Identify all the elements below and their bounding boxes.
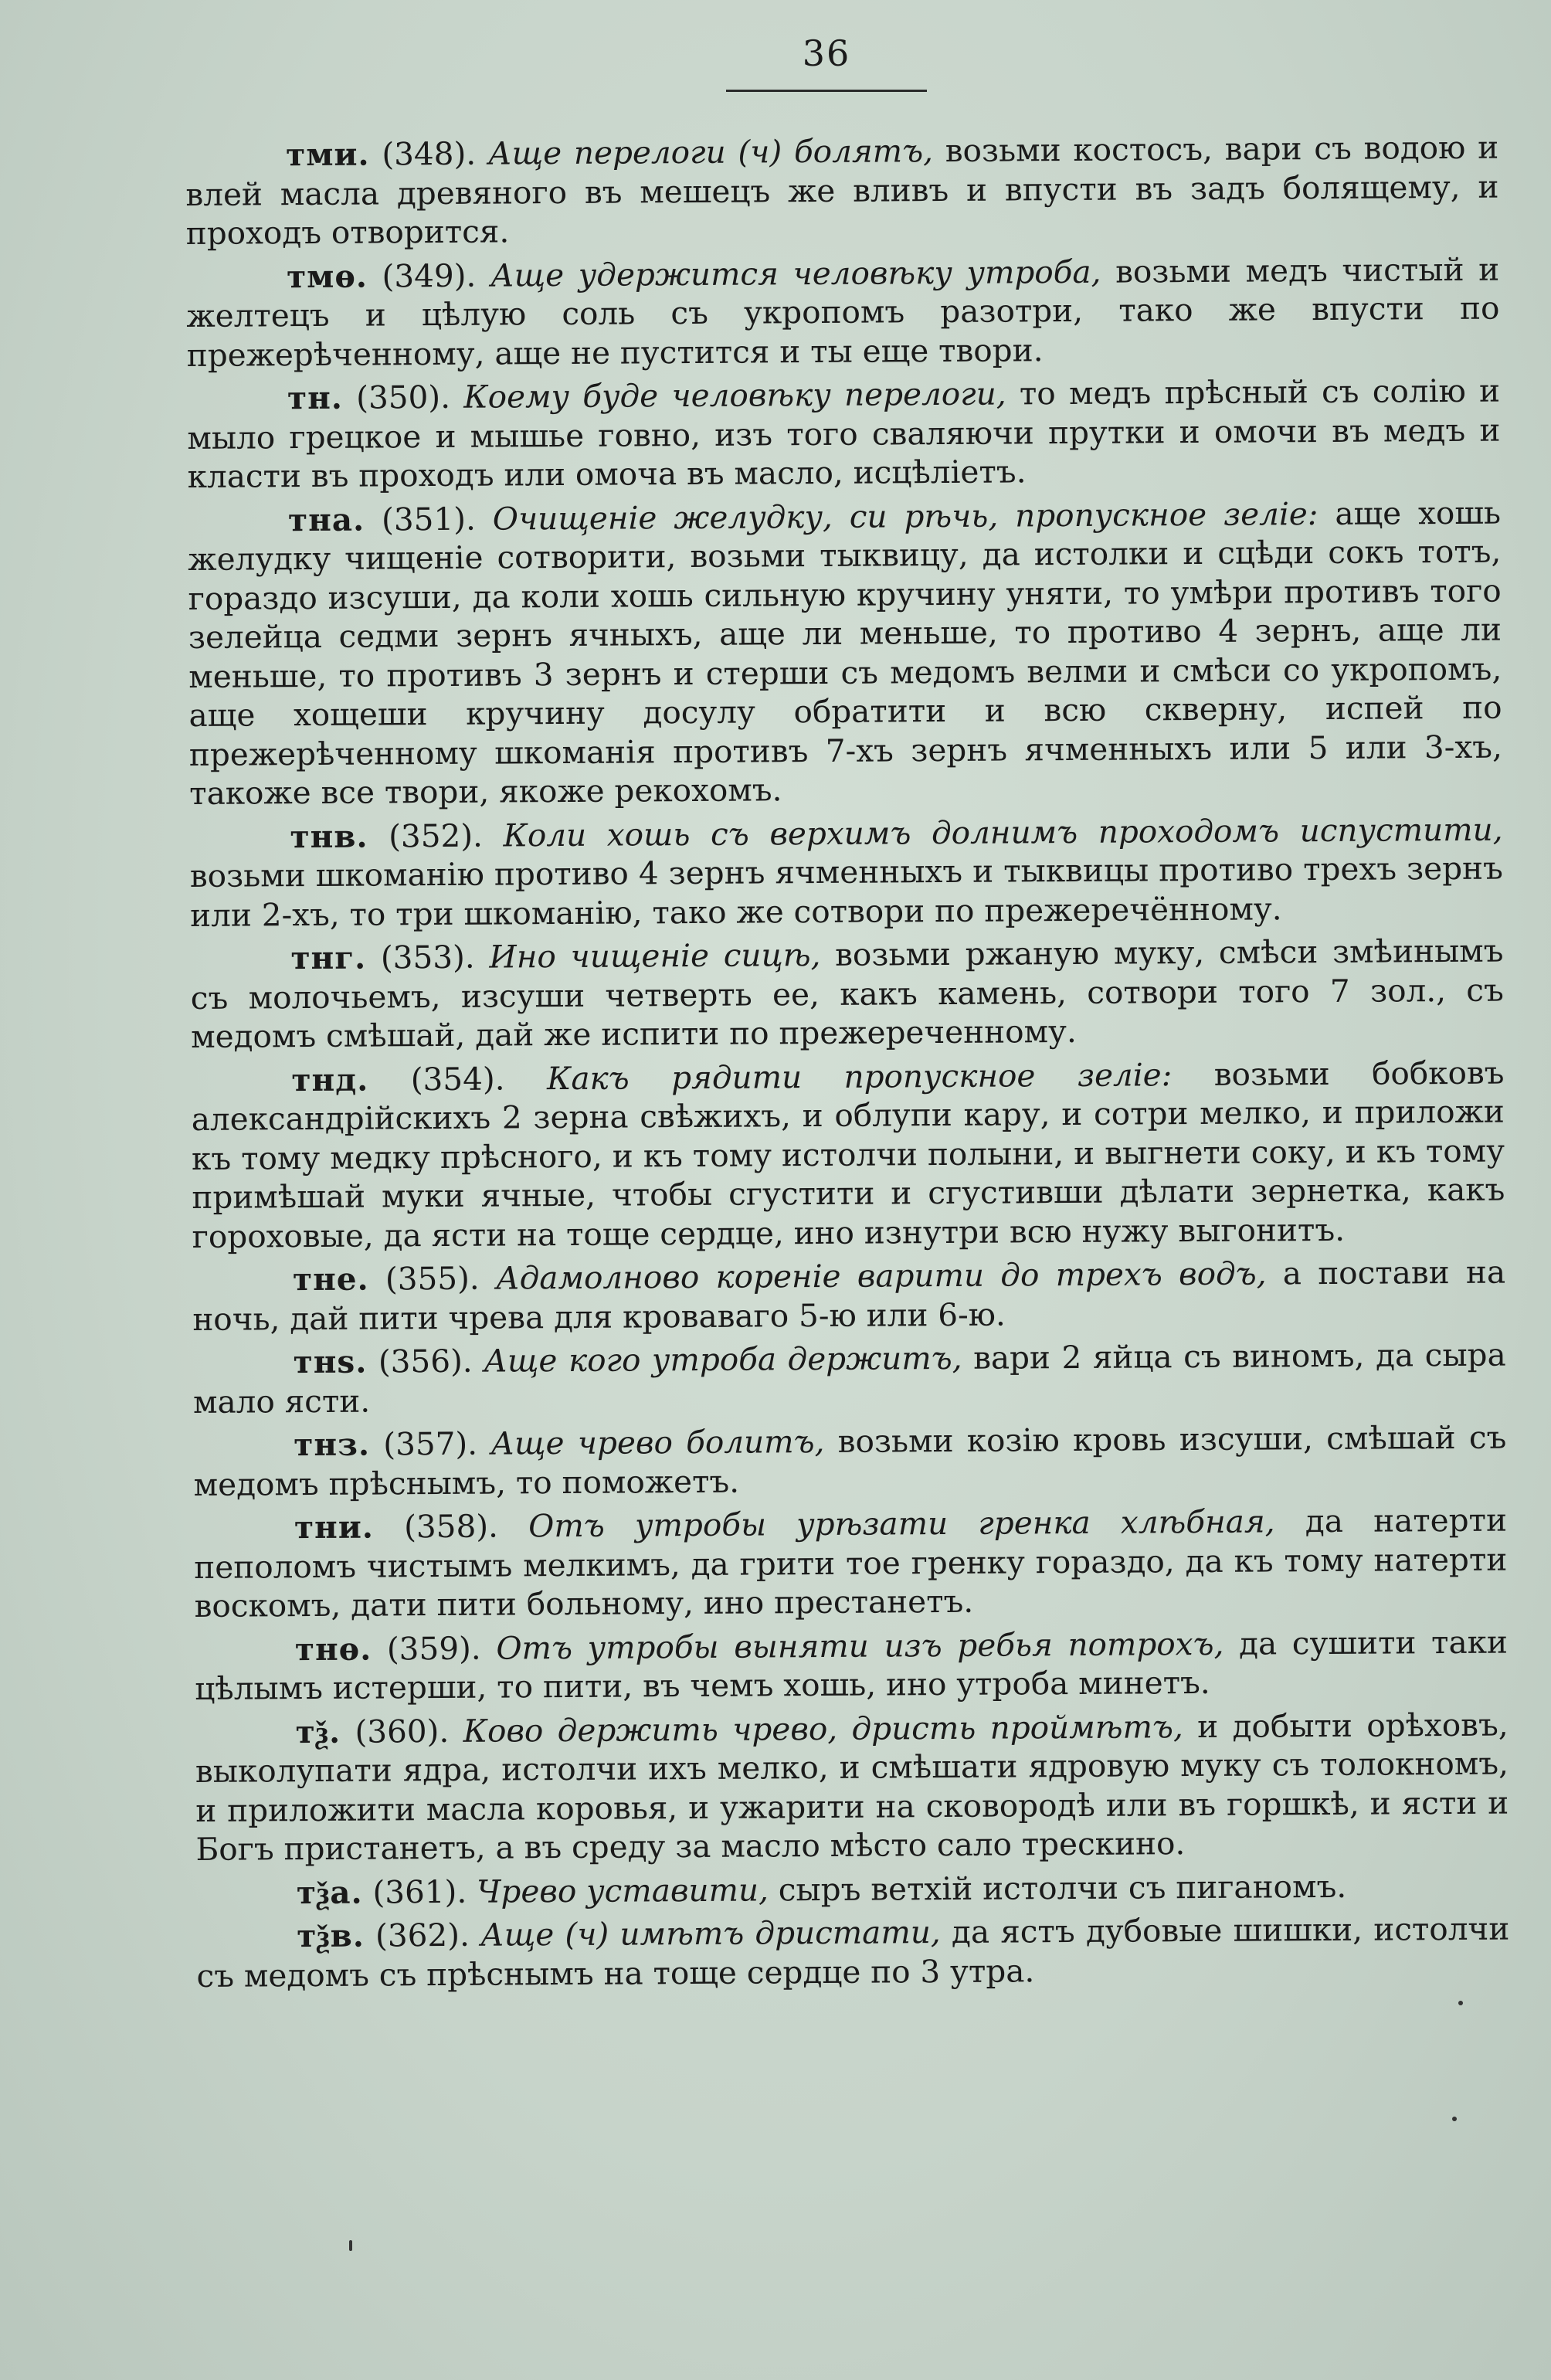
entry-text: аще хошь желудку чищеніе сотворити, возьми тыквицу, да истолки и сцѣди сокъ тотъ, гораздо изсуши, да коли хошь сильную кручину уняти, то умѣри противъ того зелейца седми зернъ ячныхъ, аще ли меньше, то противо 4 зернъ, аще ли меньше, то противъ 3 зернъ и стерши съ медомъ велми и смѣси со укропомъ, аще хощеши кручину досулу обратити и всю скверну, испей по прежерѣченному шкоманія противъ 7-хъ зернъ ячменныхъ или 5 или 3-хъ, такоже все твори, якоже рекохомъ. (188, 494, 1503, 812)
entry-title: Отъ утробы выняти изъ ребья потрохъ, (496, 1625, 1224, 1667)
entry-ref: (357). (383, 1424, 478, 1463)
entry-ref: (354). (410, 1059, 505, 1098)
entry-title: Какъ рядити пропускное зеліе: (546, 1055, 1173, 1097)
entry-353 (190, 932, 1504, 1057)
entry-ref: (349). (382, 256, 477, 294)
entry-ref: (353). (380, 938, 475, 976)
entry-361 (196, 1866, 1509, 1913)
entry-ref: (350). (356, 378, 451, 416)
entry-text: возьми козію кровь изсуши, смѣшай съ медомъ прѣснымъ, то поможетъ. (193, 1418, 1507, 1503)
entry-number: тн. (287, 379, 344, 417)
entry-text: и добыти орѣховъ, выколупати ядра, истолчи ихъ мелко, и смѣшати ядровую муку съ толокномъ, и приложити масла коровья, и ужарити на сковородѣ или въ горшкѣ, и ясти и Богъ пристанетъ, а въ среду за масло мѣсто сало трескино. (195, 1706, 1509, 1868)
text-body (185, 128, 1510, 2000)
entry-title: Аще перелоги (ч) болятъ, (487, 132, 934, 172)
entry-362 (196, 1910, 1510, 1995)
entry-number: тнг. (290, 939, 367, 977)
entry-text: да сушити таки цѣлымъ истерши, то пити, въ чемъ хошь, ино утроба минетъ. (195, 1623, 1509, 1707)
entry-title: Аще чрево болитъ, (490, 1422, 825, 1462)
speck-mark (349, 2240, 352, 2251)
entry-number: тѯа. (296, 1873, 363, 1911)
page-number: 36 (802, 32, 851, 74)
entry-title: Ино чищеніе сицѣ, (489, 935, 821, 976)
entry-text: возьми бобковъ александрійскихъ 2 зерна свѣжихъ, и облупи кару, и сотри мелко, и приложи къ тому медку прѣсного, и къ тому истолчи полыни, и выгнети соку, и къ тому примѣшай муки ячные, чтобы сгустити и сгустивши дѣлати зернетка, какъ гороховые, да ясти на тоще сердце, ино изнутри всю нужу выгонитъ. (191, 1054, 1505, 1255)
entry-348 (185, 128, 1499, 253)
entry-title: Аще удержится человѣку утроба, (490, 253, 1101, 294)
entry-350 (187, 372, 1501, 497)
entry-number: тѯв. (297, 1917, 365, 1955)
entry-ref: (362). (375, 1916, 470, 1954)
entry-ref: (361). (372, 1872, 467, 1911)
entry-title: Ково держить чрево, дристь проймѣтъ, (463, 1707, 1183, 1750)
header-rule (726, 90, 927, 92)
entry-number: тнѕ. (293, 1343, 368, 1381)
entry-358 (194, 1501, 1508, 1626)
entry-ref: (348). (382, 134, 477, 173)
entry-number: тѯ. (295, 1713, 341, 1750)
entry-ref: (351). (381, 500, 477, 538)
entry-number: тне. (292, 1260, 369, 1299)
entry-number: тнв. (290, 817, 368, 855)
entry-ref: (360). (355, 1712, 450, 1750)
entry-ref: (358). (404, 1507, 499, 1546)
entry-352 (189, 810, 1503, 935)
entry-351 (188, 493, 1502, 813)
entry-number: тна. (287, 501, 365, 538)
entry-title: Адамолново кореніе варити до трехъ водъ, (495, 1255, 1267, 1297)
entry-349 (186, 250, 1500, 375)
entry-text: сыръ ветхій истолчи съ пиганомъ. (778, 1867, 1347, 1908)
entry-text: вари 2 яйца съ виномъ, да сыра мало ясти. (192, 1336, 1506, 1421)
entry-ref: (352). (389, 817, 484, 854)
entry-text: возьми костосъ, вари съ водою и влей масла древяного въ мешецъ же вливъ и впусти въ задъ болящему, и проходъ отворится. (185, 128, 1499, 252)
entry-text: то медъ прѣсный съ солію и мыло грецкое и мышье говно, изъ того сваляючи прутки и омочи въ медъ и класти въ проходъ или омоча въ масло, исцѣліетъ. (187, 372, 1501, 495)
entry-number: тнѳ. (294, 1630, 372, 1668)
entry-text: да натерти пеполомъ чистымъ мелкимъ, да грити тое гренку гораздо, да къ тому натерти воскомъ, дати пити больному, ино престанетъ. (194, 1501, 1508, 1625)
entry-title: Коли хошь съ верхимъ долнимъ проходомъ испустити, (503, 810, 1503, 854)
entry-title: Коему буде человѣку перелоги, (463, 375, 1006, 416)
entry-ref: (356). (378, 1342, 473, 1380)
entry-360 (195, 1705, 1509, 1869)
entry-title: Отъ утробы урѣзати гренка хлѣбная, (528, 1502, 1275, 1545)
speck-mark (1458, 2001, 1463, 2005)
entry-text: возьми ржаную муку, смѣси змѣинымъ съ молочьемъ, изсуши четверть ее, какъ камень, сотвори того 7 зол., съ медомъ смѣшай, дай же испити по прежереченному. (190, 932, 1504, 1055)
entry-ref: (359). (386, 1629, 481, 1667)
entry-number: тнд. (291, 1061, 369, 1098)
entry-title: Аще (ч) имѣтъ дристати, (480, 1913, 941, 1954)
entry-text: а постави на ночь, дай пити чрева для кроваваго 5-ю или 6-ю. (192, 1253, 1506, 1338)
entry-number: тми. (286, 135, 370, 174)
page-header (726, 32, 927, 74)
entry-text: да ястъ дубовые шишки, истолчи съ медомъ съ прѣснымъ на тоще сердце по 3 утра. (196, 1910, 1510, 1995)
entry-354 (191, 1053, 1505, 1256)
entry-ref: (355). (385, 1259, 480, 1298)
speck-mark (1452, 2117, 1457, 2121)
entry-357 (193, 1418, 1507, 1504)
entry-title: Чрево уставити, (476, 1870, 769, 1910)
entry-text: возьми медъ чистый и желтецъ и цѣлую соль съ укропомъ разотри, тако же впусти по прежерѣченному, аще не пустится и ты еще твори. (186, 250, 1500, 374)
entry-359 (195, 1622, 1509, 1708)
entry-number: тмѳ. (286, 257, 368, 295)
entry-text: возьми шкоманію противо 4 зернъ ячменныхъ и тыквицы противо трехъ зернъ или 2-хъ, то три шкоманію, тако же сотвори по прежеречённому. (189, 849, 1503, 934)
entry-title: Аще кого утроба держитъ, (484, 1339, 962, 1380)
entry-number: тнз. (294, 1425, 371, 1464)
entry-number: тни. (294, 1508, 375, 1546)
entry-title: Очищеніе желудку, си рѣчь, пропускное зеліе: (492, 494, 1319, 538)
entry-356 (193, 1336, 1507, 1421)
entry-355 (192, 1253, 1506, 1339)
